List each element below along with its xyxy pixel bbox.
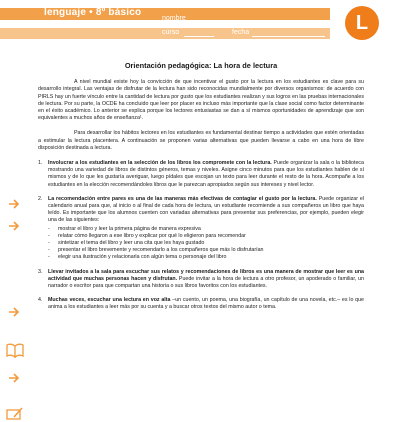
intro-paragraph-1: A nivel mundial existe hoy la convicción de que incentivar el gusto por la lectura en los estudiantes es clave para su desarrollo integral. Las ventajas de disfrutar de la lectura han sido reconocidas mundialmente por diversos organismos: de acuerdo con PIRLS hay un fuerte vínculo entre la cantidad de lectura por gusto que los estudiantes realizan y sus logros en las pruebas internacionales de lectura. Por su parte, la OCDE ha concluido que leer por placer es incluso más importante que la clase social como factor determinante en el éxito académico. Lo anterior se explica porque los lectores entusiastas se dan a sí mismos oportunidades de aprendizaje que son equivalentes a muchos años de enseñanza¹. [38, 79, 364, 122]
list-item-number: 2. [38, 195, 43, 202]
sidebar [0, 44, 30, 400]
list-item-number: 3. [38, 268, 43, 275]
document-body [38, 62, 364, 319]
curso-line [184, 36, 214, 37]
bullet-item: - elegir una ilustración y relacionarla con algún tema o personaje del libro [48, 254, 364, 261]
list-item-4 [38, 297, 364, 311]
bullet-item: - presentar el libro brevemente y recomendarlo a los compañeros que más lo disfrutarían [48, 247, 364, 254]
list-item-3 [38, 269, 364, 291]
list-item-lead: Llevar invitados a la sala para escuchar sus relatos y recomendaciones de libros es una manera de mostrar que leer es una actividad que muchas personas hacen y disfrutan. [48, 268, 364, 282]
nombre-line [190, 22, 325, 23]
bullet-item: - mostrar el libro y leer la primera página de manera expresiva [48, 226, 364, 233]
list-item-2 [38, 196, 364, 262]
document-title: Orientación pedagógica: La hora de lectura [124, 61, 278, 70]
intro-paragraph-2: Para desarrollar los hábitos lectores en los estudiantes es fundamental destinar tiempo a actividades que estén orientadas a estimular la lectura placentera. A continuación se proponen varias alternativas que pueden llevarse a cabo en una hora de libre disposición destinada a lectura. [38, 130, 364, 151]
bullet-item: - relatar cómo llegaron a ese libro y explicar por qué lo eligieron para recomendar [48, 233, 364, 240]
list-item-1 [38, 160, 364, 189]
arrow-right-icon [8, 198, 20, 210]
list-item-lead: La recomendación entre pares es una de las maneras más efectivas de contagiar el gusto por la lectura. [48, 195, 317, 202]
list-item-text: Puede invitar a la hora de lectura a otro profesor, un apoderado o familiar, un narrador o escritor para que compartan una historia o sus libros favoritos con los estudiantes. [48, 275, 364, 290]
bullet-item: - sintetizar el tema del libro y leer una cita que les haya gustado [48, 240, 364, 247]
lenguaje-logo: L [345, 6, 379, 40]
worksheet-header [0, 0, 400, 44]
list-item-lead: Muchas veces, escuchar una lectura en voz alta [48, 297, 171, 304]
arrow-right-icon [8, 306, 20, 318]
curso-label: curso [162, 29, 180, 36]
fecha-label: fecha [232, 29, 250, 36]
arrow-right-icon [8, 220, 20, 232]
list-item-text: Puede organizar el calendario anual para que, al inicio o al final de cada hora de lectura, un estudiante recomiende a sus compañeros un libro que haya leído. Es importante que los alumnos cuenten con variadas alternativas para presentar sus preferencias, por ejemplo, pueden elegir una de las siguientes: [48, 195, 364, 224]
bullet-list [48, 226, 364, 262]
list-item-text: –un cuento, un poema, una biografía, un capítulo de una novela, etc.– es lo que anima a los estudiantes a leer más por su cuenta y a buscar otros textos del mismo autor o tema. [48, 297, 364, 311]
subject-label: lenguaje • 8º básico [44, 7, 142, 18]
pencil-icon [5, 406, 25, 422]
fecha-line [252, 36, 325, 37]
nombre-label: nombre [162, 15, 186, 22]
list-item-number: 4. [38, 297, 43, 304]
arrow-right-icon [8, 372, 20, 384]
list-item-text: Puede organizar la sala o la biblioteca mostrando una variedad de libros de distintos géneros, temas y niveles. Asigne cinco minutos para que los estudiantes hablen de sí mismos y de lo que les gustaría averiguar, luego pídales que escojan un texto para leer durante el resto de la hora. Acompañe a los estudiantes en la elección recomendándoles libros que le parezcan apropiados según sus intereses y nivel lector. [48, 160, 364, 188]
list-item-number: 1. [38, 160, 43, 167]
book-icon [5, 342, 25, 358]
list-item-lead: Involucrar a los estudiantes en la selección de los libros los compromete con la lectura. [48, 160, 272, 167]
